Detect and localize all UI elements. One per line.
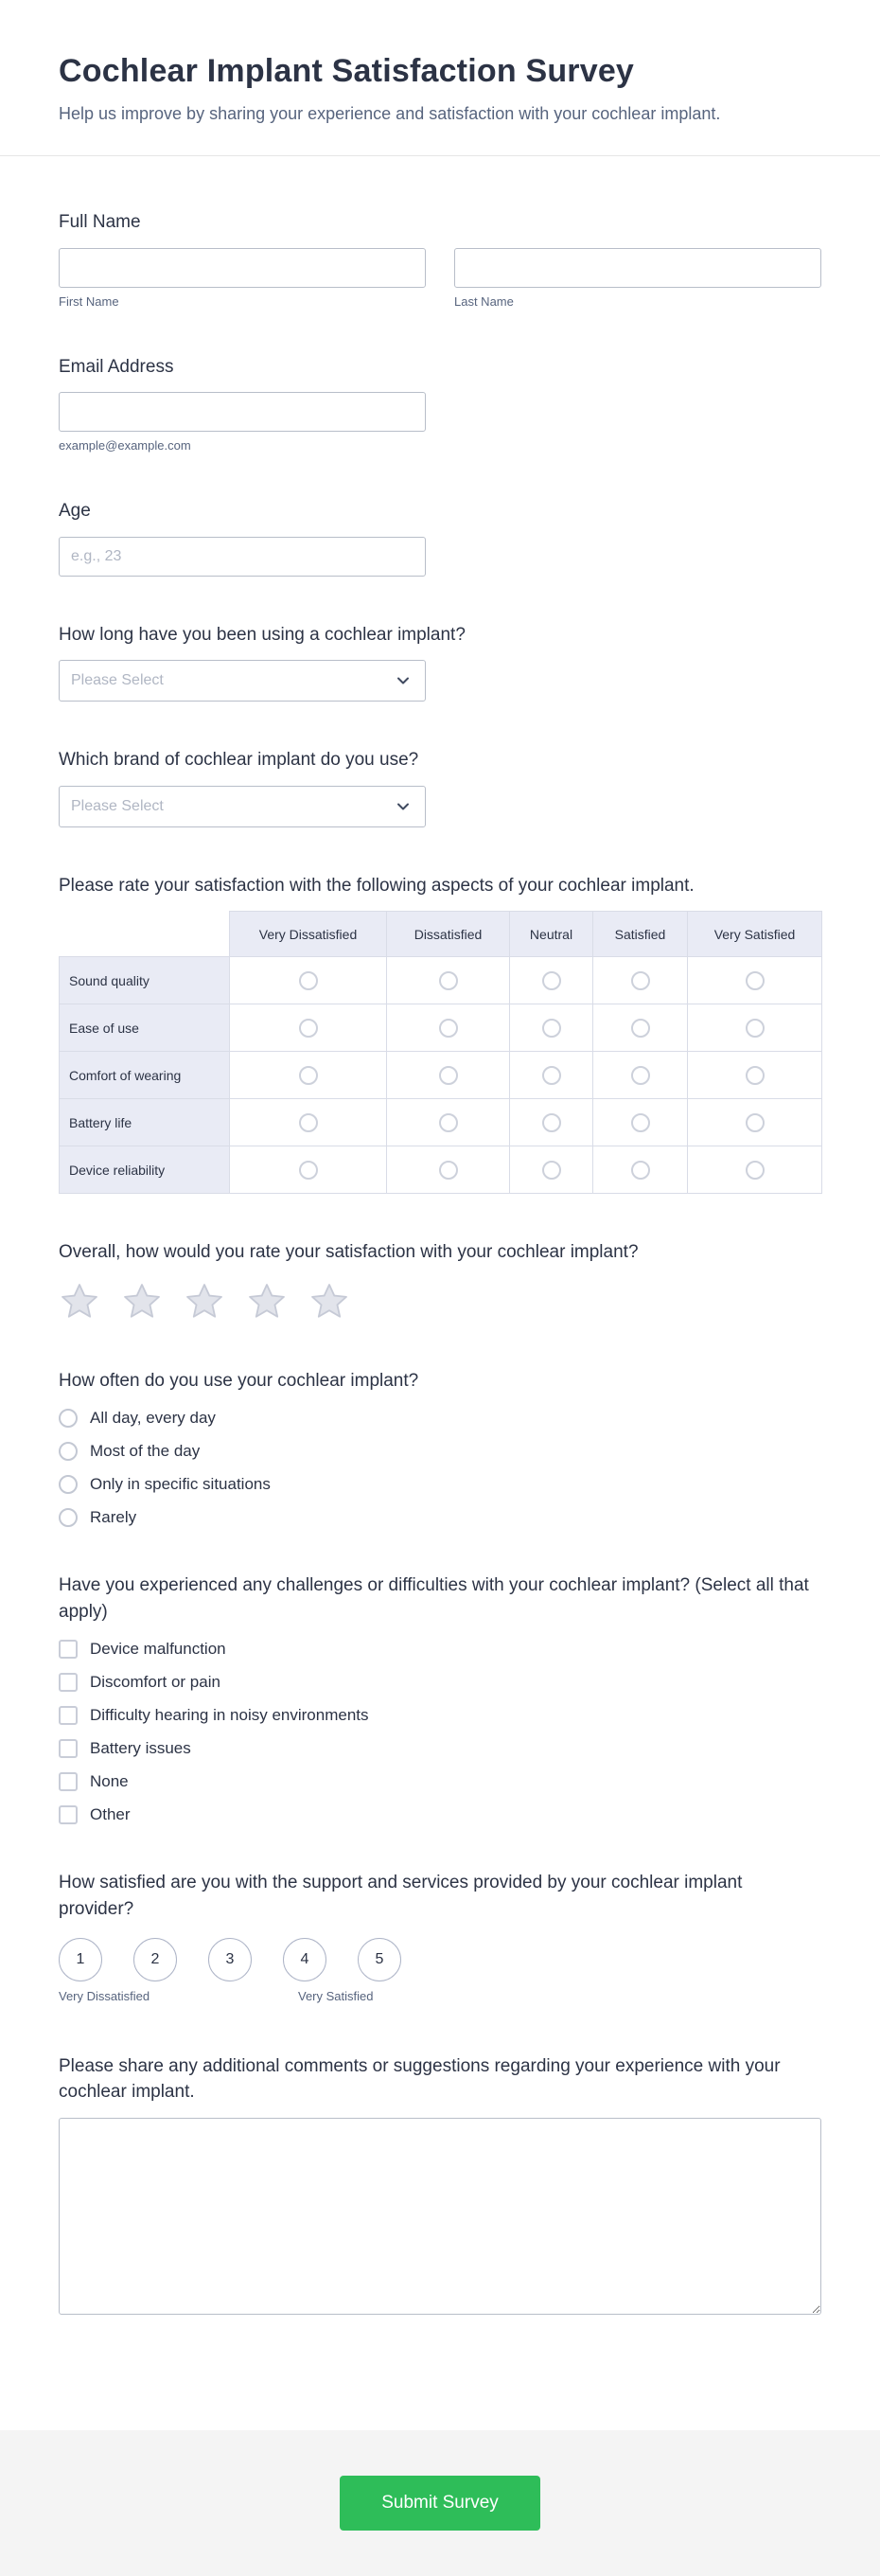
field-age xyxy=(59,498,821,577)
matrix-cell xyxy=(387,1004,510,1052)
star-rating xyxy=(59,1281,821,1323)
matrix-radio[interactable] xyxy=(439,971,458,990)
scale-option-3[interactable]: 3 xyxy=(208,1938,252,1981)
overall-rating-label: Overall, how would you rate your satisfaction with your cochlear implant? xyxy=(59,1242,639,1263)
matrix-cell xyxy=(387,1099,510,1146)
matrix-radio[interactable] xyxy=(439,1161,458,1180)
option-label: Battery issues xyxy=(90,1739,191,1758)
matrix-cell xyxy=(510,1146,593,1194)
option-label: Difficulty hearing in noisy environments xyxy=(90,1706,369,1725)
field-challenges xyxy=(59,1572,821,1824)
star-icon[interactable] xyxy=(308,1281,350,1323)
scale-option-4[interactable]: 4 xyxy=(283,1938,326,1981)
option-label: None xyxy=(90,1772,129,1791)
matrix-radio[interactable] xyxy=(439,1066,458,1085)
matrix-cell xyxy=(510,1004,593,1052)
duration-select[interactable] xyxy=(59,660,426,702)
challenges-options xyxy=(59,1640,821,1824)
scale-left-label: Very Dissatisfied xyxy=(59,1988,150,2003)
matrix-radio[interactable] xyxy=(542,1019,561,1038)
usage-label: How often do you use your cochlear implant? xyxy=(59,1370,419,1391)
matrix-row-sound-quality xyxy=(60,957,822,1004)
option-label: Device malfunction xyxy=(90,1640,226,1659)
matrix-cell xyxy=(510,1052,593,1099)
option-label: Most of the day xyxy=(90,1442,201,1461)
matrix-radio[interactable] xyxy=(746,1066,765,1085)
matrix-col-header: Neutral xyxy=(510,912,593,957)
matrix-cell xyxy=(593,957,688,1004)
field-duration xyxy=(59,622,821,702)
submit-section xyxy=(0,2430,880,2576)
matrix-radio[interactable] xyxy=(746,1161,765,1180)
field-comments xyxy=(59,2053,821,2319)
duration-label: How long have you been using a cochlear implant? xyxy=(59,624,466,645)
matrix-radio[interactable] xyxy=(439,1019,458,1038)
matrix-corner-cell xyxy=(60,912,230,957)
matrix-cell xyxy=(593,1099,688,1146)
matrix-radio[interactable] xyxy=(299,1019,318,1038)
matrix-radio[interactable] xyxy=(631,1161,650,1180)
matrix-cell xyxy=(510,957,593,1004)
usage-option-specific-situations[interactable] xyxy=(59,1475,821,1494)
full-name-label: Full Name xyxy=(59,212,141,232)
matrix-radio[interactable] xyxy=(631,1066,650,1085)
form-body xyxy=(0,156,880,2374)
checkbox-icon[interactable] xyxy=(59,1673,78,1692)
matrix-cell xyxy=(688,1004,822,1052)
first-name-group xyxy=(59,248,426,309)
scale-option-2[interactable]: 2 xyxy=(133,1938,177,1981)
matrix-radio[interactable] xyxy=(299,1161,318,1180)
matrix-row-ease-of-use xyxy=(60,1004,822,1052)
challenge-option-device-malfunction[interactable] xyxy=(59,1640,821,1659)
chevron-down-icon xyxy=(395,798,412,815)
matrix-cell xyxy=(593,1146,688,1194)
submit-button[interactable]: Submit Survey xyxy=(340,2476,540,2531)
age-label: Age xyxy=(59,501,91,522)
option-label: Only in specific situations xyxy=(90,1475,271,1494)
support-label: How satisfied are you with the support and services provided by your cochlear implant provider? xyxy=(59,1873,743,1920)
usage-option-most-of-day[interactable] xyxy=(59,1442,821,1461)
last-name-sublabel: Last Name xyxy=(454,293,514,309)
matrix-col-header: Satisfied xyxy=(593,912,688,957)
matrix-cell xyxy=(593,1004,688,1052)
scale-option-5[interactable]: 5 xyxy=(358,1938,401,1981)
checkbox-icon[interactable] xyxy=(59,1640,78,1659)
option-label: Other xyxy=(90,1805,131,1824)
page-subtitle: Help us improve by sharing your experience and satisfaction with your cochlear implant. xyxy=(59,104,721,123)
field-brand xyxy=(59,747,821,827)
matrix-radio[interactable] xyxy=(542,1066,561,1085)
radio-icon[interactable] xyxy=(59,1409,78,1428)
brand-select-value: Please Select xyxy=(71,797,164,814)
star-icon[interactable] xyxy=(59,1281,100,1323)
matrix-radio[interactable] xyxy=(631,971,650,990)
matrix-radio[interactable] xyxy=(746,1113,765,1132)
matrix-col-header: Very Satisfied xyxy=(688,912,822,957)
challenges-label: Have you experienced any challenges or difficulties with your cochlear implant? (Select all that apply) xyxy=(59,1575,809,1622)
matrix-cell xyxy=(688,1099,822,1146)
field-usage-frequency xyxy=(59,1368,821,1528)
comments-textarea[interactable] xyxy=(59,2118,821,2315)
radio-icon[interactable] xyxy=(59,1442,78,1461)
matrix-cell xyxy=(510,1099,593,1146)
challenge-option-discomfort[interactable] xyxy=(59,1673,821,1692)
matrix-cell xyxy=(230,1004,387,1052)
matrix-cell xyxy=(230,1146,387,1194)
chevron-down-icon xyxy=(395,672,412,689)
matrix-label: Please rate your satisfaction with the following aspects of your cochlear implant. xyxy=(59,875,695,896)
matrix-radio[interactable] xyxy=(746,971,765,990)
checkbox-icon[interactable] xyxy=(59,1772,78,1791)
matrix-radio[interactable] xyxy=(439,1113,458,1132)
matrix-col-header: Dissatisfied xyxy=(387,912,510,957)
field-overall-rating xyxy=(59,1239,821,1323)
matrix-radio[interactable] xyxy=(542,971,561,990)
matrix-row-battery-life xyxy=(60,1099,822,1146)
matrix-cell xyxy=(387,1146,510,1194)
matrix-cell xyxy=(688,1146,822,1194)
matrix-cell xyxy=(230,1099,387,1146)
matrix-row-header: Ease of use xyxy=(60,1004,230,1052)
scale-right-label: Very Satisfied xyxy=(298,1988,374,2003)
matrix-cell xyxy=(688,957,822,1004)
brand-label: Which brand of cochlear implant do you use? xyxy=(59,750,419,771)
option-label: Rarely xyxy=(90,1508,137,1527)
matrix-radio[interactable] xyxy=(746,1019,765,1038)
matrix-radio[interactable] xyxy=(542,1113,561,1132)
matrix-cell xyxy=(230,1052,387,1099)
duration-select-value: Please Select xyxy=(71,672,164,689)
matrix-cell xyxy=(387,1052,510,1099)
support-scale xyxy=(59,1938,821,1981)
challenge-option-battery-issues[interactable] xyxy=(59,1739,821,1758)
field-support-scale xyxy=(59,1870,821,2007)
email-sublabel: example@example.com xyxy=(59,438,191,453)
matrix-cell xyxy=(387,957,510,1004)
email-label: Email Address xyxy=(59,356,174,377)
first-name-input[interactable] xyxy=(59,248,426,288)
scale-labels xyxy=(59,1989,532,2008)
matrix-row-comfort xyxy=(60,1052,822,1099)
matrix-header-row xyxy=(60,912,822,957)
matrix-radio[interactable] xyxy=(631,1019,650,1038)
star-icon[interactable] xyxy=(184,1281,225,1323)
full-name-inputs xyxy=(59,248,821,309)
matrix-radio[interactable] xyxy=(542,1161,561,1180)
matrix-radio[interactable] xyxy=(631,1113,650,1132)
challenge-option-noisy-environments[interactable] xyxy=(59,1706,821,1725)
challenge-option-none[interactable] xyxy=(59,1772,821,1791)
checkbox-icon[interactable] xyxy=(59,1739,78,1758)
comments-label: Please share any additional comments or suggestions regarding your experience with your cochlear implant. xyxy=(59,2055,781,2103)
satisfaction-matrix-table xyxy=(59,911,822,1194)
usage-option-rarely[interactable] xyxy=(59,1508,821,1527)
last-name-input[interactable] xyxy=(454,248,821,288)
matrix-radio[interactable] xyxy=(299,971,318,990)
email-input[interactable] xyxy=(59,392,426,432)
matrix-radio[interactable] xyxy=(299,1113,318,1132)
first-name-sublabel: First Name xyxy=(59,293,119,309)
matrix-radio[interactable] xyxy=(299,1066,318,1085)
field-full-name xyxy=(59,209,821,309)
matrix-row-header: Sound quality xyxy=(60,957,230,1004)
form-header xyxy=(0,0,880,155)
matrix-row-header: Device reliability xyxy=(60,1146,230,1194)
page-title: Cochlear Implant Satisfaction Survey xyxy=(59,53,635,89)
option-label: Discomfort or pain xyxy=(90,1673,220,1692)
last-name-group xyxy=(454,248,821,309)
brand-select[interactable] xyxy=(59,786,426,827)
field-satisfaction-matrix xyxy=(59,873,821,1195)
usage-option-all-day[interactable] xyxy=(59,1409,821,1428)
checkbox-icon[interactable] xyxy=(59,1706,78,1725)
star-icon[interactable] xyxy=(246,1281,288,1323)
scale-option-1[interactable]: 1 xyxy=(59,1938,102,1981)
matrix-row-reliability xyxy=(60,1146,822,1194)
checkbox-icon[interactable] xyxy=(59,1805,78,1824)
field-email xyxy=(59,354,821,453)
challenge-option-other[interactable] xyxy=(59,1805,821,1824)
matrix-row-header: Battery life xyxy=(60,1099,230,1146)
radio-icon[interactable] xyxy=(59,1475,78,1494)
star-icon[interactable] xyxy=(121,1281,163,1323)
matrix-cell xyxy=(688,1052,822,1099)
matrix-cell xyxy=(230,957,387,1004)
radio-icon[interactable] xyxy=(59,1508,78,1527)
matrix-cell xyxy=(593,1052,688,1099)
option-label: All day, every day xyxy=(90,1409,216,1428)
usage-options xyxy=(59,1409,821,1527)
age-input[interactable] xyxy=(59,537,426,577)
matrix-row-header: Comfort of wearing xyxy=(60,1052,230,1099)
matrix-col-header: Very Dissatisfied xyxy=(230,912,387,957)
